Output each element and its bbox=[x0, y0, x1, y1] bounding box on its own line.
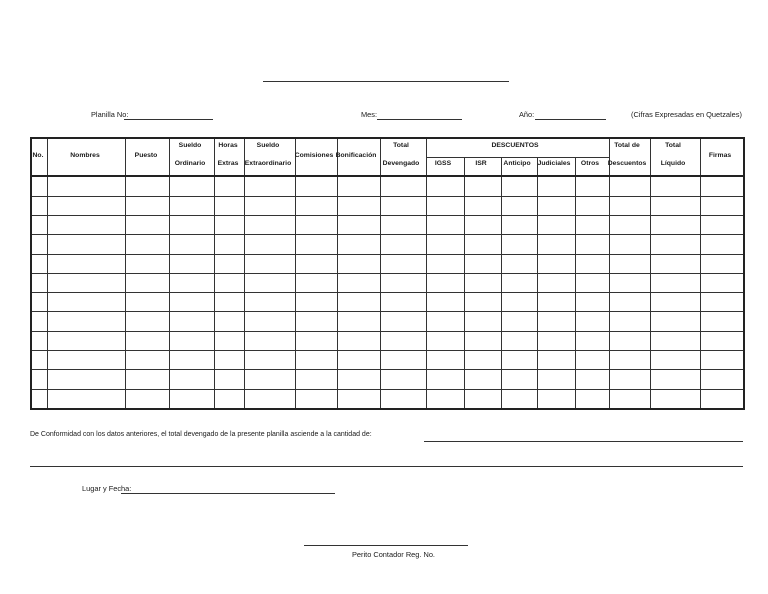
table-cell[interactable] bbox=[31, 351, 47, 370]
table-cell[interactable] bbox=[537, 176, 575, 196]
col-horas-extras-1: Horas bbox=[218, 142, 238, 149]
table-cell[interactable] bbox=[244, 196, 295, 215]
table-cell[interactable] bbox=[575, 293, 609, 312]
anio-label: Año: bbox=[519, 110, 535, 119]
table-cell[interactable] bbox=[337, 176, 380, 196]
table-cell[interactable] bbox=[380, 273, 426, 292]
table-cell[interactable] bbox=[464, 370, 501, 389]
table-cell[interactable] bbox=[426, 196, 464, 215]
table-cell[interactable] bbox=[537, 293, 575, 312]
col-horas-extras-2: Extras bbox=[217, 160, 239, 167]
table-cell[interactable] bbox=[609, 254, 650, 273]
table-cell[interactable] bbox=[31, 176, 47, 196]
table-cell[interactable] bbox=[295, 254, 337, 273]
table-cell[interactable] bbox=[125, 176, 169, 196]
table-cell[interactable] bbox=[337, 273, 380, 292]
table-cell[interactable] bbox=[47, 196, 125, 215]
table-row bbox=[31, 273, 744, 292]
table-cell[interactable] bbox=[125, 312, 169, 331]
table-row bbox=[31, 196, 744, 215]
table-cell[interactable] bbox=[609, 176, 650, 196]
table-cell[interactable] bbox=[501, 331, 537, 350]
table-cell[interactable] bbox=[426, 235, 464, 254]
col-judiciales: Judiciales bbox=[537, 160, 571, 167]
table-cell[interactable] bbox=[464, 351, 501, 370]
planilla-input-line[interactable] bbox=[124, 119, 213, 120]
table-cell[interactable] bbox=[609, 312, 650, 331]
table-cell[interactable] bbox=[380, 176, 426, 196]
table-cell[interactable] bbox=[426, 312, 464, 331]
col-puesto: Puesto bbox=[134, 152, 158, 159]
anio-input-line[interactable] bbox=[535, 119, 606, 120]
table-cell[interactable] bbox=[609, 216, 650, 235]
table-cell[interactable] bbox=[575, 312, 609, 331]
table-cell[interactable] bbox=[426, 176, 464, 196]
table-cell[interactable] bbox=[244, 312, 295, 331]
col-sueldo-extra-1: Sueldo bbox=[256, 142, 280, 149]
mes-label: Mes: bbox=[361, 110, 378, 119]
table-cell[interactable] bbox=[501, 312, 537, 331]
table-cell[interactable] bbox=[47, 273, 125, 292]
table-cell[interactable] bbox=[700, 293, 744, 312]
col-bonificacion: Bonificación bbox=[335, 152, 377, 159]
table-cell[interactable] bbox=[244, 216, 295, 235]
table-cell[interactable] bbox=[337, 370, 380, 389]
col-anticipo: Anticipo bbox=[503, 160, 531, 167]
table-cell[interactable] bbox=[295, 196, 337, 215]
table-cell[interactable] bbox=[337, 196, 380, 215]
table-cell[interactable] bbox=[31, 370, 47, 389]
table-cell[interactable] bbox=[380, 235, 426, 254]
table-cell[interactable] bbox=[700, 312, 744, 331]
table-cell[interactable] bbox=[426, 254, 464, 273]
col-total-liquido-2: Líquido bbox=[660, 160, 686, 167]
table-cell[interactable] bbox=[47, 235, 125, 254]
table-cell[interactable] bbox=[575, 331, 609, 350]
table-cell[interactable] bbox=[169, 293, 214, 312]
table-cell[interactable] bbox=[337, 389, 380, 409]
table-cell[interactable] bbox=[609, 389, 650, 409]
col-isr: ISR bbox=[475, 160, 487, 167]
table-cell[interactable] bbox=[125, 331, 169, 350]
table-cell[interactable] bbox=[214, 293, 244, 312]
table-cell[interactable] bbox=[464, 235, 501, 254]
col-sueldo-ordinario-1: Sueldo bbox=[178, 142, 202, 149]
table-cell[interactable] bbox=[537, 331, 575, 350]
table-cell[interactable] bbox=[501, 370, 537, 389]
table-cell[interactable] bbox=[47, 312, 125, 331]
table-cell[interactable] bbox=[125, 389, 169, 409]
table-cell[interactable] bbox=[700, 370, 744, 389]
table-cell[interactable] bbox=[125, 370, 169, 389]
table-cell[interactable] bbox=[31, 216, 47, 235]
table-cell[interactable] bbox=[609, 235, 650, 254]
table-cell[interactable] bbox=[700, 216, 744, 235]
mes-input-line[interactable] bbox=[377, 119, 462, 120]
table-cell[interactable] bbox=[169, 331, 214, 350]
table-row bbox=[31, 351, 744, 370]
perito-label: Perito Contador Reg. No. bbox=[352, 550, 435, 559]
table-cell[interactable] bbox=[295, 312, 337, 331]
table-cell[interactable] bbox=[380, 389, 426, 409]
table-cell[interactable] bbox=[575, 273, 609, 292]
table-cell[interactable] bbox=[380, 293, 426, 312]
table-cell[interactable] bbox=[650, 293, 700, 312]
table-cell[interactable] bbox=[464, 312, 501, 331]
table-cell[interactable] bbox=[244, 254, 295, 273]
table-cell[interactable] bbox=[47, 176, 125, 196]
col-sueldo-ordinario-2: Ordinario bbox=[174, 160, 206, 167]
col-no: No. bbox=[32, 152, 44, 159]
col-total-liquido-1: Total bbox=[665, 142, 681, 149]
col-descuentos: DESCUENTOS bbox=[491, 142, 539, 149]
table-cell[interactable] bbox=[214, 331, 244, 350]
table-cell[interactable] bbox=[609, 196, 650, 215]
table-cell[interactable] bbox=[214, 273, 244, 292]
table-cell[interactable] bbox=[31, 273, 47, 292]
table-cell[interactable] bbox=[169, 196, 214, 215]
table-cell[interactable] bbox=[575, 216, 609, 235]
table-cell[interactable] bbox=[650, 312, 700, 331]
table-cell[interactable] bbox=[537, 389, 575, 409]
table-cell[interactable] bbox=[337, 331, 380, 350]
lugar-fecha-input-line[interactable] bbox=[121, 493, 335, 494]
table-cell[interactable] bbox=[464, 196, 501, 215]
table-cell[interactable] bbox=[464, 389, 501, 409]
table-cell[interactable] bbox=[214, 312, 244, 331]
table-cell[interactable] bbox=[169, 176, 214, 196]
table-cell[interactable] bbox=[650, 196, 700, 215]
table-cell[interactable] bbox=[650, 176, 700, 196]
table-cell[interactable] bbox=[295, 273, 337, 292]
table-cell[interactable] bbox=[125, 254, 169, 273]
table-cell[interactable] bbox=[650, 389, 700, 409]
col-total-devengado-2: Devengado bbox=[382, 160, 420, 167]
table-cell[interactable] bbox=[169, 254, 214, 273]
col-sueldo-extra-2: Extraordinario bbox=[244, 160, 292, 167]
table-cell[interactable] bbox=[31, 389, 47, 409]
table-cell[interactable] bbox=[501, 235, 537, 254]
table-cell[interactable] bbox=[537, 235, 575, 254]
table-cell[interactable] bbox=[244, 370, 295, 389]
table-cell[interactable] bbox=[125, 273, 169, 292]
table-cell[interactable] bbox=[650, 351, 700, 370]
table-cell[interactable] bbox=[47, 389, 125, 409]
table-row bbox=[31, 331, 744, 350]
table-cell[interactable] bbox=[700, 176, 744, 196]
table-cell[interactable] bbox=[464, 331, 501, 350]
table-cell[interactable] bbox=[609, 370, 650, 389]
table-cell[interactable] bbox=[295, 331, 337, 350]
table-cell[interactable] bbox=[244, 176, 295, 196]
cantidad-input-line[interactable] bbox=[424, 441, 743, 442]
table-cell[interactable] bbox=[650, 216, 700, 235]
table-cell[interactable] bbox=[537, 312, 575, 331]
table-cell[interactable] bbox=[537, 216, 575, 235]
table-cell[interactable] bbox=[125, 351, 169, 370]
table-cell[interactable] bbox=[537, 196, 575, 215]
table-cell[interactable] bbox=[47, 254, 125, 273]
signature-line[interactable] bbox=[304, 545, 468, 546]
lugar-fecha-label: Lugar y Fecha: bbox=[82, 484, 132, 493]
table-cell[interactable] bbox=[501, 351, 537, 370]
cifras-note: (Cifras Expresadas en Quetzales) bbox=[631, 110, 742, 119]
conformidad-text: De Conformidad con los datos anteriores, el total devengado de la presente planilla asciende a la cantidad de: bbox=[30, 431, 372, 438]
table-cell[interactable] bbox=[244, 273, 295, 292]
table-cell[interactable] bbox=[650, 370, 700, 389]
table-cell[interactable] bbox=[700, 331, 744, 350]
table-row bbox=[31, 312, 744, 331]
table-cell[interactable] bbox=[537, 273, 575, 292]
table-cell[interactable] bbox=[650, 254, 700, 273]
table-cell[interactable] bbox=[464, 273, 501, 292]
table-cell[interactable] bbox=[295, 235, 337, 254]
table-cell[interactable] bbox=[501, 196, 537, 215]
table-cell[interactable] bbox=[380, 196, 426, 215]
table-row bbox=[31, 370, 744, 389]
table-cell[interactable] bbox=[380, 312, 426, 331]
table-cell[interactable] bbox=[31, 235, 47, 254]
table-cell[interactable] bbox=[464, 293, 501, 312]
table-cell[interactable] bbox=[380, 331, 426, 350]
table-row bbox=[31, 235, 744, 254]
col-otros: Otros bbox=[580, 160, 600, 167]
table-cell[interactable] bbox=[47, 370, 125, 389]
table-cell[interactable] bbox=[244, 331, 295, 350]
table-row bbox=[31, 216, 744, 235]
table-cell[interactable] bbox=[609, 293, 650, 312]
table-cell[interactable] bbox=[501, 254, 537, 273]
table-cell[interactable] bbox=[125, 216, 169, 235]
table-cell[interactable] bbox=[337, 351, 380, 370]
table-cell[interactable] bbox=[501, 389, 537, 409]
table-cell[interactable] bbox=[295, 389, 337, 409]
col-igss: IGSS bbox=[434, 160, 452, 167]
table-cell[interactable] bbox=[214, 254, 244, 273]
table-cell[interactable] bbox=[700, 235, 744, 254]
table-cell[interactable] bbox=[650, 331, 700, 350]
table-cell[interactable] bbox=[295, 351, 337, 370]
table-cell[interactable] bbox=[169, 312, 214, 331]
col-comisiones: Comisiones bbox=[294, 152, 334, 159]
table-cell[interactable] bbox=[295, 176, 337, 196]
table-cell[interactable] bbox=[125, 293, 169, 312]
col-total-descuentos-1: Total de bbox=[614, 142, 640, 149]
table-cell[interactable] bbox=[214, 351, 244, 370]
table-cell[interactable] bbox=[575, 176, 609, 196]
table-cell[interactable] bbox=[380, 254, 426, 273]
table-cell[interactable] bbox=[380, 351, 426, 370]
table-cell[interactable] bbox=[575, 370, 609, 389]
table-cell[interactable] bbox=[47, 331, 125, 350]
table-cell[interactable] bbox=[575, 254, 609, 273]
table-cell[interactable] bbox=[31, 293, 47, 312]
table-cell[interactable] bbox=[337, 293, 380, 312]
table-cell[interactable] bbox=[214, 235, 244, 254]
table-cell[interactable] bbox=[650, 273, 700, 292]
table-cell[interactable] bbox=[214, 196, 244, 215]
table-cell[interactable] bbox=[31, 331, 47, 350]
table-cell[interactable] bbox=[337, 216, 380, 235]
table-cell[interactable] bbox=[700, 273, 744, 292]
col-total-devengado-1: Total bbox=[393, 142, 409, 149]
table-cell[interactable] bbox=[609, 331, 650, 350]
table-cell[interactable] bbox=[295, 216, 337, 235]
table-cell[interactable] bbox=[537, 370, 575, 389]
table-cell[interactable] bbox=[464, 216, 501, 235]
table-cell[interactable] bbox=[214, 370, 244, 389]
table-cell[interactable] bbox=[169, 235, 214, 254]
table-cell[interactable] bbox=[169, 216, 214, 235]
table-cell[interactable] bbox=[337, 254, 380, 273]
table-cell[interactable] bbox=[575, 235, 609, 254]
title-line bbox=[263, 81, 509, 82]
table-cell[interactable] bbox=[426, 351, 464, 370]
table-cell[interactable] bbox=[575, 389, 609, 409]
table-row bbox=[31, 389, 744, 409]
table-cell[interactable] bbox=[575, 196, 609, 215]
full-width-line[interactable] bbox=[30, 466, 743, 467]
table-cell[interactable] bbox=[700, 389, 744, 409]
table-cell[interactable] bbox=[244, 235, 295, 254]
table-cell[interactable] bbox=[125, 196, 169, 215]
table-cell[interactable] bbox=[47, 351, 125, 370]
table-cell[interactable] bbox=[244, 351, 295, 370]
table-cell[interactable] bbox=[337, 235, 380, 254]
table-cell[interactable] bbox=[214, 216, 244, 235]
table-cell[interactable] bbox=[426, 216, 464, 235]
table-cell[interactable] bbox=[47, 216, 125, 235]
table-cell[interactable] bbox=[501, 216, 537, 235]
table-cell[interactable] bbox=[700, 254, 744, 273]
table-row bbox=[31, 293, 744, 312]
table-cell[interactable] bbox=[295, 293, 337, 312]
table-cell[interactable] bbox=[700, 196, 744, 215]
table-cell[interactable] bbox=[426, 293, 464, 312]
table-cell[interactable] bbox=[214, 176, 244, 196]
planilla-table bbox=[30, 137, 745, 410]
table-cell[interactable] bbox=[501, 176, 537, 196]
table-cell[interactable] bbox=[380, 216, 426, 235]
table-cell[interactable] bbox=[426, 273, 464, 292]
col-firmas: Firmas bbox=[708, 152, 732, 159]
table-cell[interactable] bbox=[380, 370, 426, 389]
col-total-descuentos-2: Descuentos bbox=[607, 160, 647, 167]
table-cell[interactable] bbox=[337, 312, 380, 331]
table-row bbox=[31, 254, 744, 273]
table-cell[interactable] bbox=[125, 235, 169, 254]
table-cell[interactable] bbox=[609, 351, 650, 370]
table-cell[interactable] bbox=[244, 293, 295, 312]
table-cell[interactable] bbox=[31, 312, 47, 331]
planilla-label: Planilla No: bbox=[91, 110, 129, 119]
table-cell[interactable] bbox=[47, 293, 125, 312]
table-cell[interactable] bbox=[700, 351, 744, 370]
table-cell[interactable] bbox=[426, 389, 464, 409]
table-cell[interactable] bbox=[650, 235, 700, 254]
table-cell[interactable] bbox=[169, 389, 214, 409]
table-cell[interactable] bbox=[464, 176, 501, 196]
table-cell[interactable] bbox=[501, 293, 537, 312]
table-cell[interactable] bbox=[426, 370, 464, 389]
table-cell[interactable] bbox=[464, 254, 501, 273]
table-cell[interactable] bbox=[295, 370, 337, 389]
col-nombres: Nombres bbox=[70, 152, 100, 159]
table-cell[interactable] bbox=[31, 196, 47, 215]
table-cell[interactable] bbox=[537, 351, 575, 370]
table-cell[interactable] bbox=[609, 273, 650, 292]
table-cell[interactable] bbox=[426, 331, 464, 350]
table-cell[interactable] bbox=[31, 254, 47, 273]
table-cell[interactable] bbox=[169, 273, 214, 292]
table-row bbox=[31, 176, 744, 196]
table-cell[interactable] bbox=[169, 351, 214, 370]
table-cell[interactable] bbox=[501, 273, 537, 292]
table-cell[interactable] bbox=[214, 389, 244, 409]
table-cell[interactable] bbox=[244, 389, 295, 409]
table-cell[interactable] bbox=[575, 351, 609, 370]
table-cell[interactable] bbox=[169, 370, 214, 389]
table-cell[interactable] bbox=[537, 254, 575, 273]
